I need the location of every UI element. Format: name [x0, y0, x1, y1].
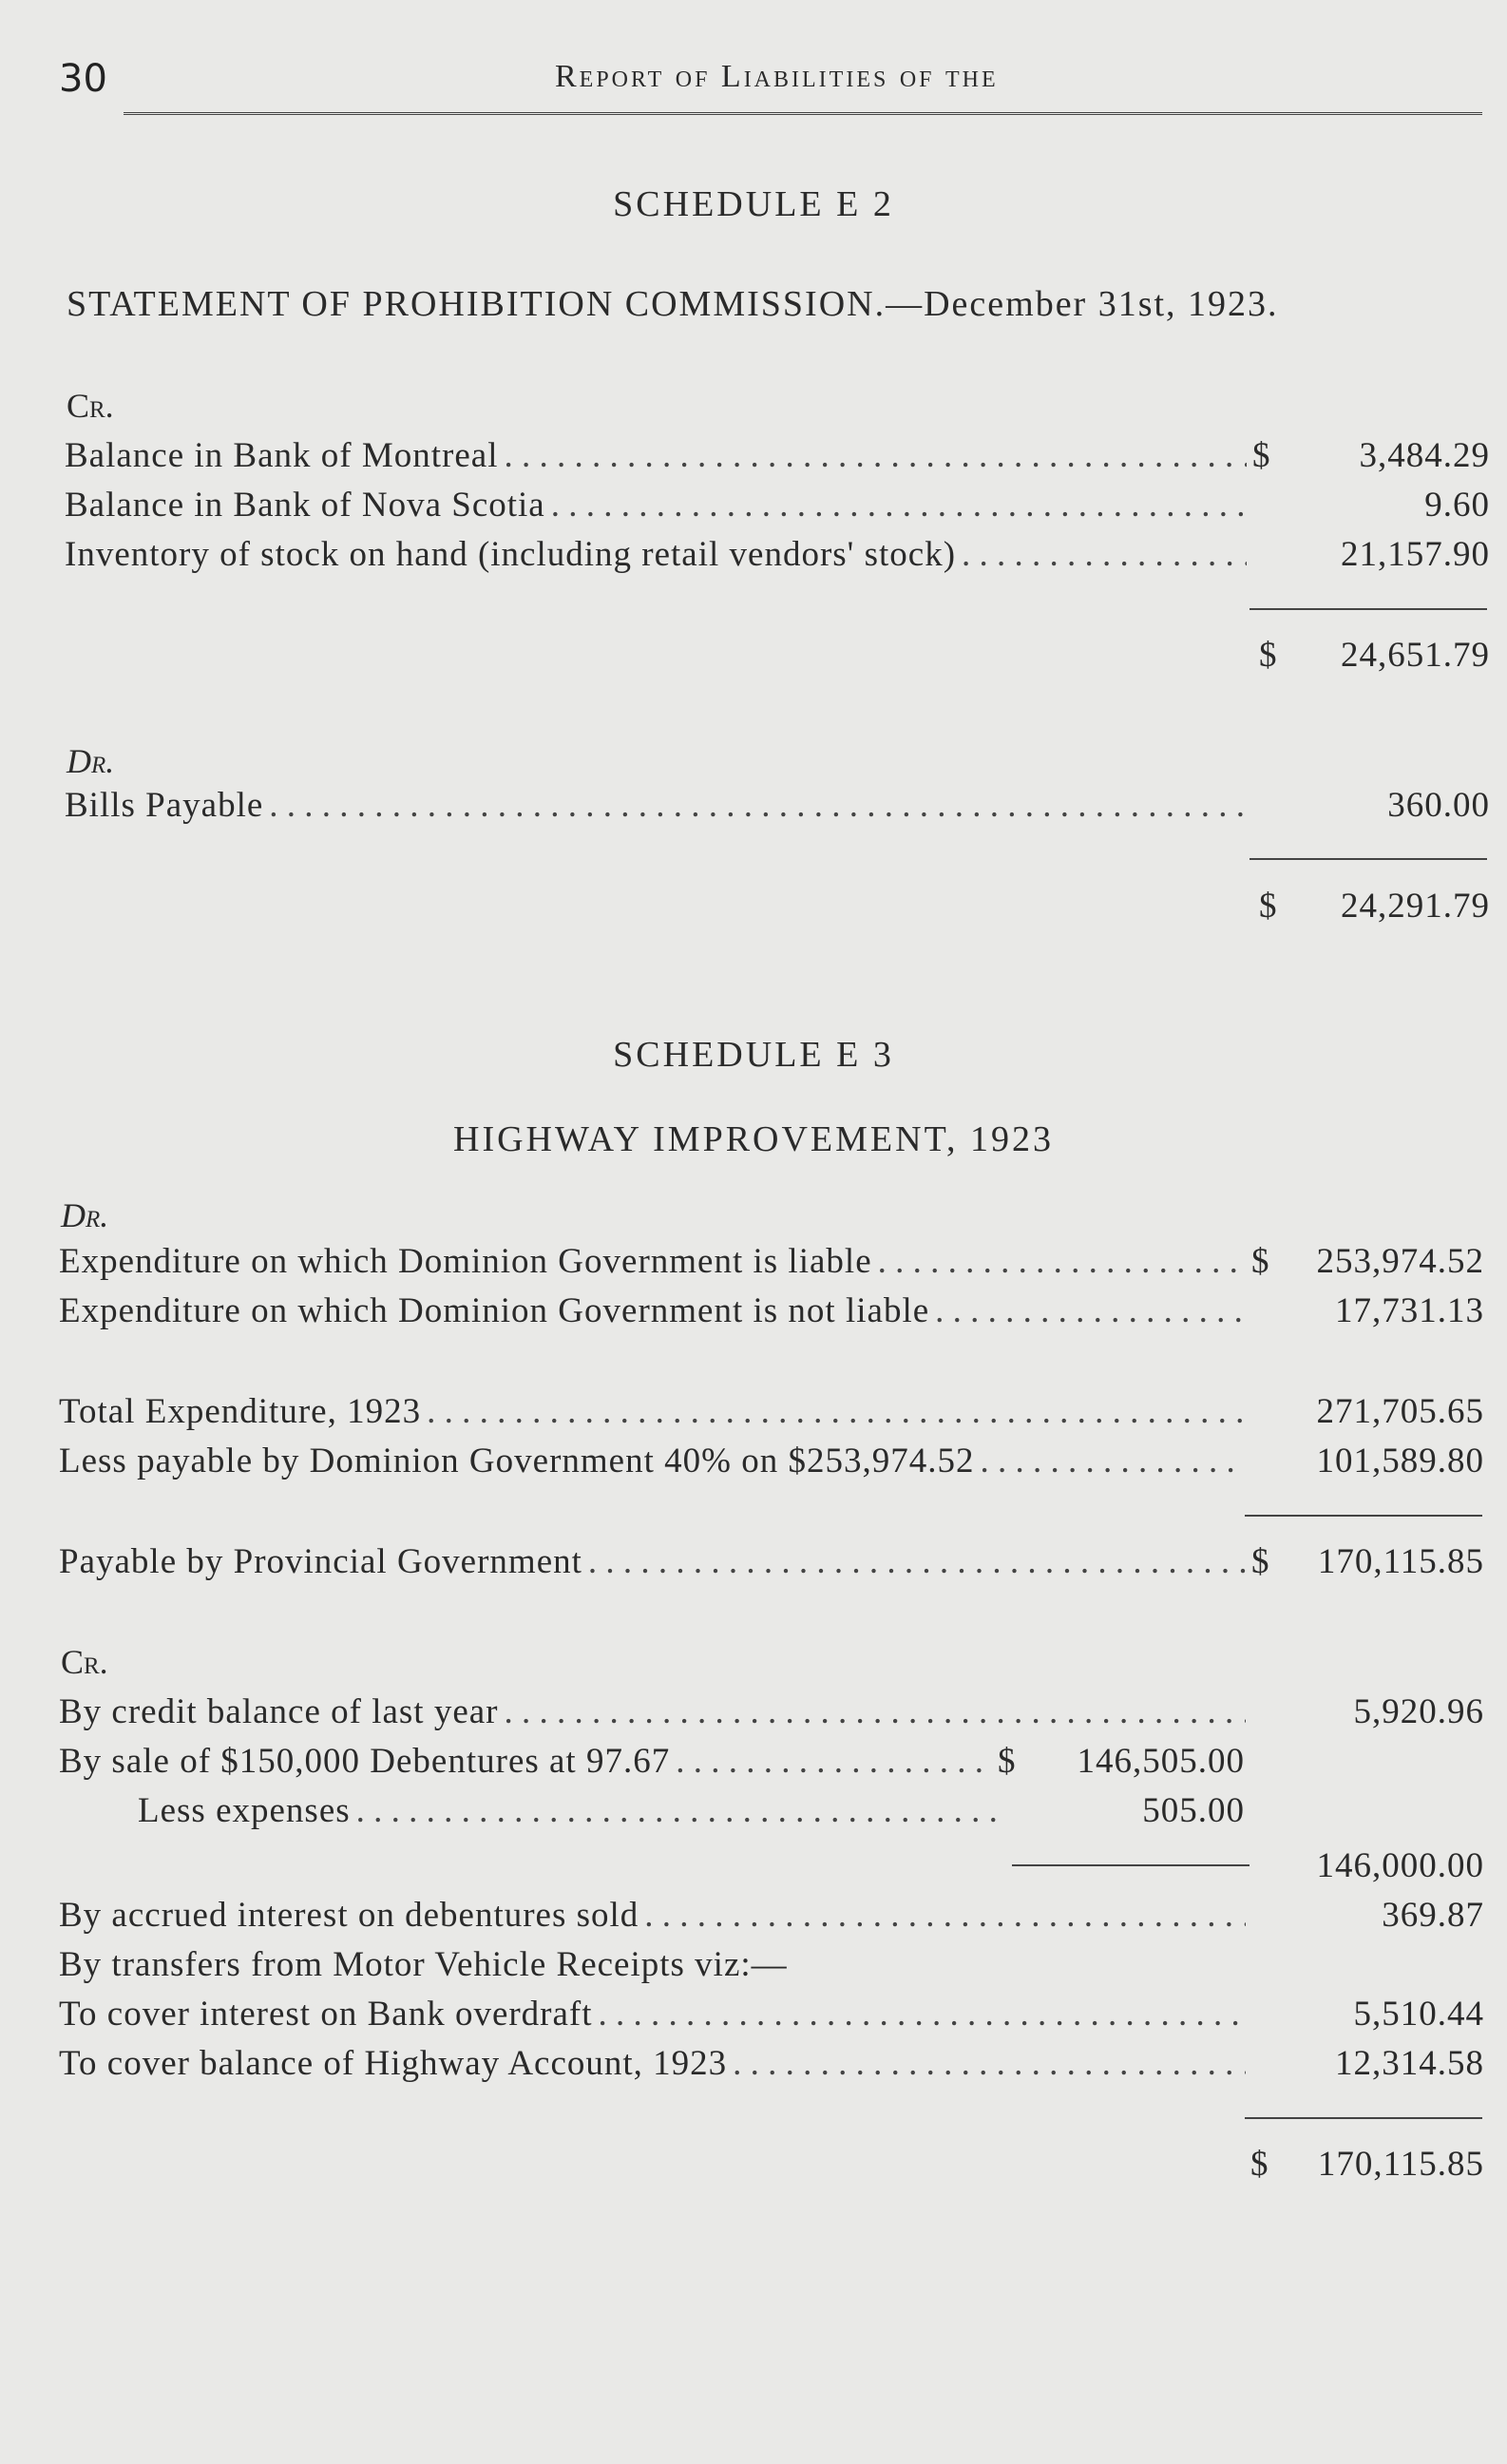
schedule-e3-subtitle: HIGHWAY IMPROVEMENT, 1923	[453, 1119, 1054, 1159]
ledger-line	[59, 2043, 1251, 2084]
amount: 101,589.80	[1316, 1442, 1484, 1480]
ledger-line	[59, 1741, 1026, 1782]
subtotal-rule	[1249, 858, 1487, 860]
amount: 253,974.52	[1316, 1242, 1484, 1281]
ledger-line	[65, 785, 1252, 826]
dollar-sign: $	[1252, 436, 1271, 475]
line-text: To cover interest on Bank overdraft	[59, 1995, 593, 2034]
dollar-sign: $	[1250, 2145, 1269, 2184]
amount: 146,505.00	[1077, 1742, 1245, 1781]
amount: 505.00	[1142, 1791, 1245, 1830]
leader-dots	[427, 1391, 1246, 1432]
leader-dots	[551, 485, 1247, 525]
dr-label: Dr.	[67, 742, 115, 780]
leader-dots	[588, 1541, 1246, 1582]
line-text: Payable by Provincial Government	[59, 1542, 582, 1581]
ledger-line	[59, 1241, 1280, 1282]
line-text: Total Expenditure, 1923	[59, 1392, 422, 1431]
leader-dots	[599, 1994, 1246, 2034]
line-text: By accrued interest on debentures sold	[59, 1896, 639, 1935]
ledger-line	[138, 1790, 1007, 1831]
subtotal-rule	[1245, 1515, 1482, 1517]
amount: 12,314.58	[1335, 2044, 1484, 2083]
leader-dots	[935, 1290, 1246, 1331]
dollar-sign: $	[1259, 636, 1277, 675]
page-number: 30	[59, 57, 107, 101]
line-text: Less payable by Dominion Government 40% on $253,974.52	[59, 1442, 975, 1480]
ledger-line	[59, 1541, 1280, 1582]
line-text: Expenditure on which Dominion Government is liable	[59, 1242, 872, 1281]
subtotal-rule	[1245, 2117, 1482, 2119]
amount: 369.87	[1382, 1896, 1484, 1935]
statement-title: STATEMENT OF PROHIBITION COMMISSION.—December 31st, 1923.	[67, 284, 1279, 324]
line-text: Balance in Bank of Montreal	[65, 436, 499, 475]
dollar-sign: $	[1259, 887, 1277, 926]
cr-label: Cr.	[61, 1643, 108, 1681]
ledger-line	[59, 1290, 1251, 1331]
final-total: 170,115.85	[1317, 2145, 1484, 2184]
ledger-line	[59, 1994, 1251, 2034]
leader-dots	[644, 1895, 1246, 1936]
cr-total: 24,651.79	[1341, 636, 1490, 675]
leader-dots	[676, 1741, 992, 1782]
ledger-line	[59, 1391, 1251, 1432]
leader-dots	[504, 435, 1247, 476]
amount: 3,484.29	[1359, 436, 1490, 475]
leader-dots	[269, 785, 1247, 826]
header-rule	[124, 112, 1482, 115]
subtotal-rule	[1012, 1864, 1249, 1866]
schedule-e2-title: SCHEDULE E 2	[613, 184, 894, 224]
running-title: Report of Liabilities of the	[555, 59, 999, 94]
amount: 5,510.44	[1353, 1995, 1484, 2034]
leader-dots	[356, 1790, 1001, 1831]
leader-dots	[878, 1241, 1246, 1282]
transfers-heading: By transfers from Motor Vehicle Receipts viz:—	[59, 1945, 788, 1984]
amount: 360.00	[1387, 786, 1490, 825]
leader-dots	[733, 2043, 1246, 2084]
line-text: Inventory of stock on hand (including retail vendors' stock)	[65, 535, 957, 574]
schedule-e3-title: SCHEDULE E 3	[613, 1035, 894, 1075]
line-text: Balance in Bank of Nova Scotia	[65, 486, 545, 525]
ledger-line	[59, 1895, 1251, 1936]
amount: 5,920.96	[1353, 1692, 1484, 1731]
amount: 9.60	[1424, 486, 1490, 525]
subtotal-rule	[1249, 608, 1487, 610]
line-text: Bills Payable	[65, 786, 264, 825]
ledger-line	[65, 485, 1252, 525]
cr-label: Cr.	[67, 387, 114, 425]
line-text: Less expenses	[138, 1791, 351, 1830]
ledger-line	[59, 1441, 1251, 1481]
amount: 17,731.13	[1335, 1291, 1484, 1330]
ledger-line	[65, 435, 1281, 476]
line-text: By sale of $150,000 Debentures at 97.67	[59, 1742, 671, 1781]
dollar-sign: $	[998, 1742, 1017, 1781]
leader-dots	[980, 1441, 1246, 1481]
leader-dots	[505, 1691, 1247, 1732]
line-text: By credit balance of last year	[59, 1692, 499, 1731]
leader-dots	[962, 534, 1247, 575]
ledger-line	[59, 1691, 1251, 1732]
dollar-sign: $	[1251, 1242, 1270, 1281]
amount: 21,157.90	[1341, 535, 1490, 574]
amount: 271,705.65	[1316, 1392, 1484, 1431]
ledger-line	[65, 534, 1252, 575]
line-text: To cover balance of Highway Account, 1923	[59, 2044, 728, 2083]
dollar-sign: $	[1251, 1542, 1270, 1581]
payable-amount: 170,115.85	[1317, 1542, 1484, 1581]
line-text: Expenditure on which Dominion Government is not liable	[59, 1291, 930, 1330]
debentures-net: 146,000.00	[1316, 1846, 1484, 1885]
net-total: 24,291.79	[1341, 887, 1490, 926]
dr-label: Dr.	[61, 1196, 109, 1234]
